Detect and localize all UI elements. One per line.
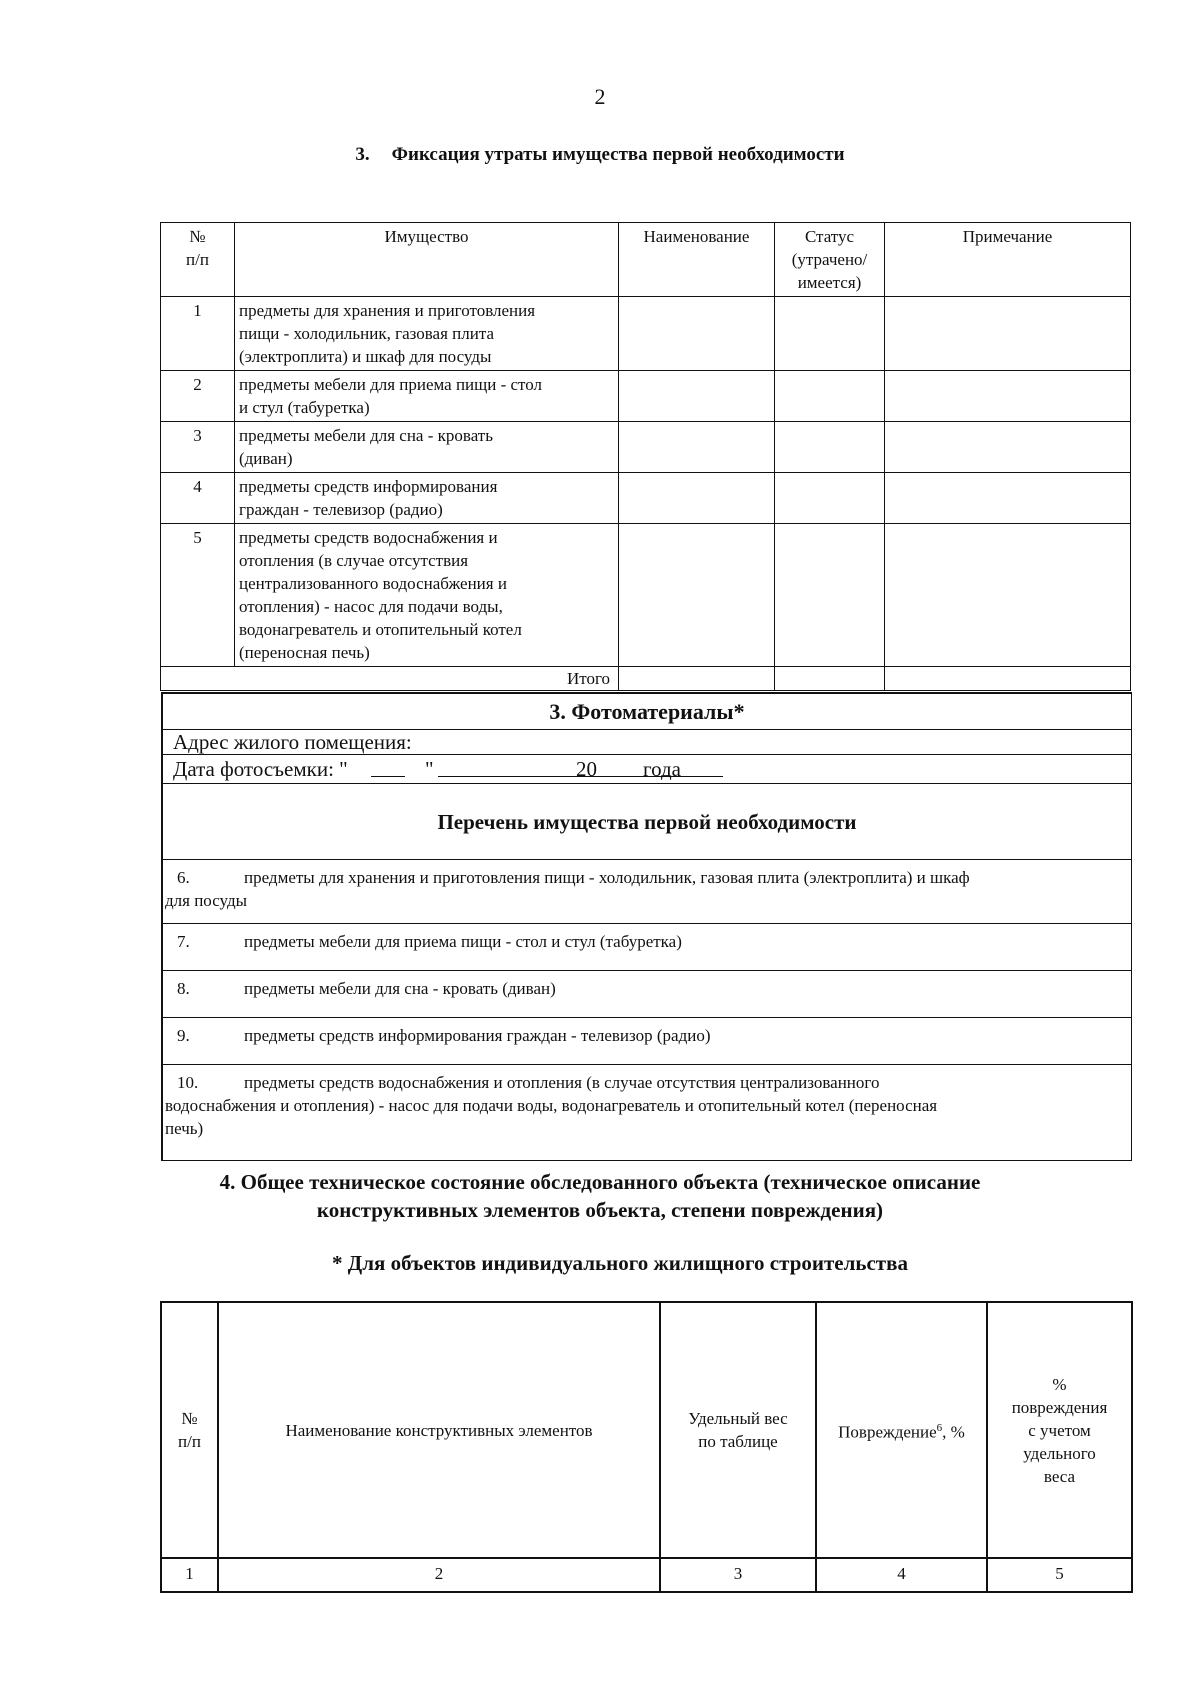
list-item-text: предметы средств информирования граждан - телевизор (радио) — [244, 1026, 711, 1045]
date-quote: " — [425, 757, 434, 781]
row-name-cell[interactable] — [619, 473, 775, 524]
page-number: 2 — [594, 84, 606, 109]
row-property — [235, 371, 619, 422]
list-item-num: 8. — [177, 979, 190, 998]
property-loss-table — [160, 222, 1131, 691]
header-weight-line: по таблице — [698, 1432, 778, 1451]
structural-elements-table — [160, 1301, 1133, 1593]
section-4-title-line: 4. Общее техническое состояние обследованного объекта (техническое описание — [219, 1170, 981, 1194]
list-item-num: 10. — [177, 1073, 199, 1092]
address-label: Адрес жилого помещения: — [163, 730, 1131, 755]
header-num-line: п/п — [178, 1432, 201, 1451]
row-note-cell[interactable] — [885, 371, 1131, 422]
row-line: предметы для хранения и приготовления — [239, 301, 536, 320]
header-note: Примечание — [885, 223, 1131, 297]
list-item-text: предметы мебели для приема пищи - стол и стул (табуретка) — [244, 932, 682, 951]
header-weight — [660, 1302, 816, 1558]
list-item — [163, 971, 1131, 1018]
total-row — [161, 667, 1131, 691]
row-note-cell[interactable] — [885, 524, 1131, 667]
row-name-cell[interactable] — [619, 422, 775, 473]
date-suffix: года — [643, 757, 681, 781]
header-percent-line: веса — [1043, 1466, 1076, 1486]
column-number: 5 — [987, 1558, 1132, 1592]
list-item — [163, 924, 1131, 971]
property-list-heading: Перечень имущества первой необходимости — [163, 784, 1131, 860]
header-property: Имущество — [235, 223, 619, 297]
row-num: 5 — [161, 524, 235, 667]
column-number: 4 — [816, 1558, 987, 1592]
list-item-num: 7. — [177, 932, 190, 951]
header-damage-text: Повреждение — [838, 1422, 937, 1442]
table-row — [161, 371, 1131, 422]
header-num-line: п/п — [186, 250, 209, 269]
year-blank[interactable] — [600, 776, 635, 777]
header-weight-line: Удельный вес — [688, 1409, 788, 1428]
row-name-cell[interactable] — [619, 371, 775, 422]
header-num — [161, 1302, 218, 1558]
row-property — [235, 473, 619, 524]
list-item — [163, 860, 1131, 924]
photo-title: 3. Фотоматериалы* — [163, 694, 1131, 730]
header-status-line: имеется) — [797, 273, 862, 292]
section-3-title-text: Фиксация утраты имущества первой необходимости — [391, 144, 845, 165]
column-number: 2 — [218, 1558, 660, 1592]
table-row — [161, 422, 1131, 473]
row-num: 2 — [161, 371, 235, 422]
table-row — [161, 297, 1131, 371]
header-status-line: (утрачено/ — [791, 250, 868, 269]
row-line: пищи - холодильник, газовая плита — [239, 324, 495, 343]
row-note-cell[interactable] — [885, 297, 1131, 371]
header-percent-line: удельного — [1023, 1443, 1096, 1463]
header-damage — [816, 1302, 987, 1558]
header-element-name: Наименование конструктивных элементов — [218, 1302, 660, 1558]
table-row — [161, 524, 1131, 667]
header-status — [775, 223, 885, 297]
row-num: 1 — [161, 297, 235, 371]
row-note-cell[interactable] — [885, 422, 1131, 473]
row-line: предметы мебели для приема пищи - стол — [239, 375, 543, 394]
header-percent-line: с учетом — [1028, 1420, 1091, 1440]
row-line: (переносная печь) — [239, 643, 370, 662]
row-property — [235, 422, 619, 473]
footnote-marker: 6 — [936, 1421, 943, 1434]
row-line: (диван) — [239, 449, 293, 468]
row-property — [235, 297, 619, 371]
row-num: 3 — [161, 422, 235, 473]
header-status-line: Статус — [804, 227, 855, 246]
individual-housing-note: * Для объектов индивидуального жилищного строительства — [332, 1251, 908, 1275]
row-line: централизованного водоснабжения и — [239, 574, 507, 593]
date-label: Дата фотосъемки: " — [173, 757, 348, 781]
list-item-text: предметы средств водоснабжения и отопления (в случае отсутствия централизованного — [244, 1073, 880, 1092]
photo-materials-box — [161, 692, 1132, 1161]
column-number: 1 — [161, 1558, 218, 1592]
header-damage-unit: , % — [942, 1422, 965, 1442]
total-status-cell[interactable] — [775, 667, 885, 691]
section-3-number: 3. — [355, 144, 370, 165]
header-percent — [987, 1302, 1132, 1558]
section-3-title — [0, 144, 1200, 166]
section-4-title — [0, 1168, 1200, 1224]
row-status-cell[interactable] — [775, 297, 885, 371]
row-num: 4 — [161, 473, 235, 524]
list-item-text: водоснабжения и отопления) - насос для подачи воды, водонагреватель и отопительный котел (переносная — [165, 1096, 938, 1115]
list-item-num: 9. — [177, 1026, 190, 1045]
row-line: (электроплита) и шкаф для посуды — [239, 347, 492, 366]
header-percent-line: % — [1052, 1374, 1067, 1394]
row-line: предметы средств водоснабжения и — [239, 528, 498, 547]
total-note-cell[interactable] — [885, 667, 1131, 691]
list-item-text: для посуды — [165, 891, 248, 910]
date-year: 20 — [576, 757, 597, 781]
row-status-cell[interactable] — [775, 473, 885, 524]
row-name-cell[interactable] — [619, 524, 775, 667]
list-item-num: 6. — [177, 868, 190, 887]
row-line: отопления (в случае отсутствия — [239, 551, 469, 570]
section-4-title-line: конструктивных элементов объекта, степени повреждения) — [316, 1198, 884, 1222]
row-line: граждан - телевизор (радио) — [239, 500, 443, 519]
header-num — [161, 223, 235, 297]
day-blank[interactable] — [371, 776, 405, 777]
header-num-line: № — [181, 1409, 198, 1428]
list-item-text: предметы для хранения и приготовления пищи - холодильник, газовая плита (электроплита) и шкаф — [244, 868, 970, 887]
total-label: Итого — [161, 667, 619, 691]
list-item-text: предметы мебели для сна - кровать (диван) — [244, 979, 556, 998]
total-name-cell[interactable] — [619, 667, 775, 691]
header-num-line: № — [189, 227, 206, 246]
row-status-cell[interactable] — [775, 422, 885, 473]
row-property — [235, 524, 619, 667]
photo-date-row — [163, 755, 1131, 784]
row-line: предметы средств информирования — [239, 477, 498, 496]
row-status-cell[interactable] — [775, 371, 885, 422]
row-line: отопления) - насос для подачи воды, — [239, 597, 503, 616]
row-line: предметы мебели для сна - кровать — [239, 426, 493, 445]
list-item-text: печь) — [165, 1119, 204, 1138]
list-item — [163, 1018, 1131, 1065]
row-note-cell[interactable] — [885, 473, 1131, 524]
column-number: 3 — [660, 1558, 816, 1592]
column-number-row — [161, 1558, 1132, 1592]
header-percent-line: повреждения — [1011, 1397, 1108, 1417]
list-item — [163, 1065, 1131, 1160]
row-status-cell[interactable] — [775, 524, 885, 667]
table-header-row — [161, 1302, 1132, 1558]
row-name-cell[interactable] — [619, 297, 775, 371]
table-row — [161, 473, 1131, 524]
header-name: Наименование — [619, 223, 775, 297]
row-line: и стул (табуретка) — [239, 398, 370, 417]
row-line: водонагреватель и отопительный котел — [239, 620, 522, 639]
table-header-row — [161, 223, 1131, 297]
